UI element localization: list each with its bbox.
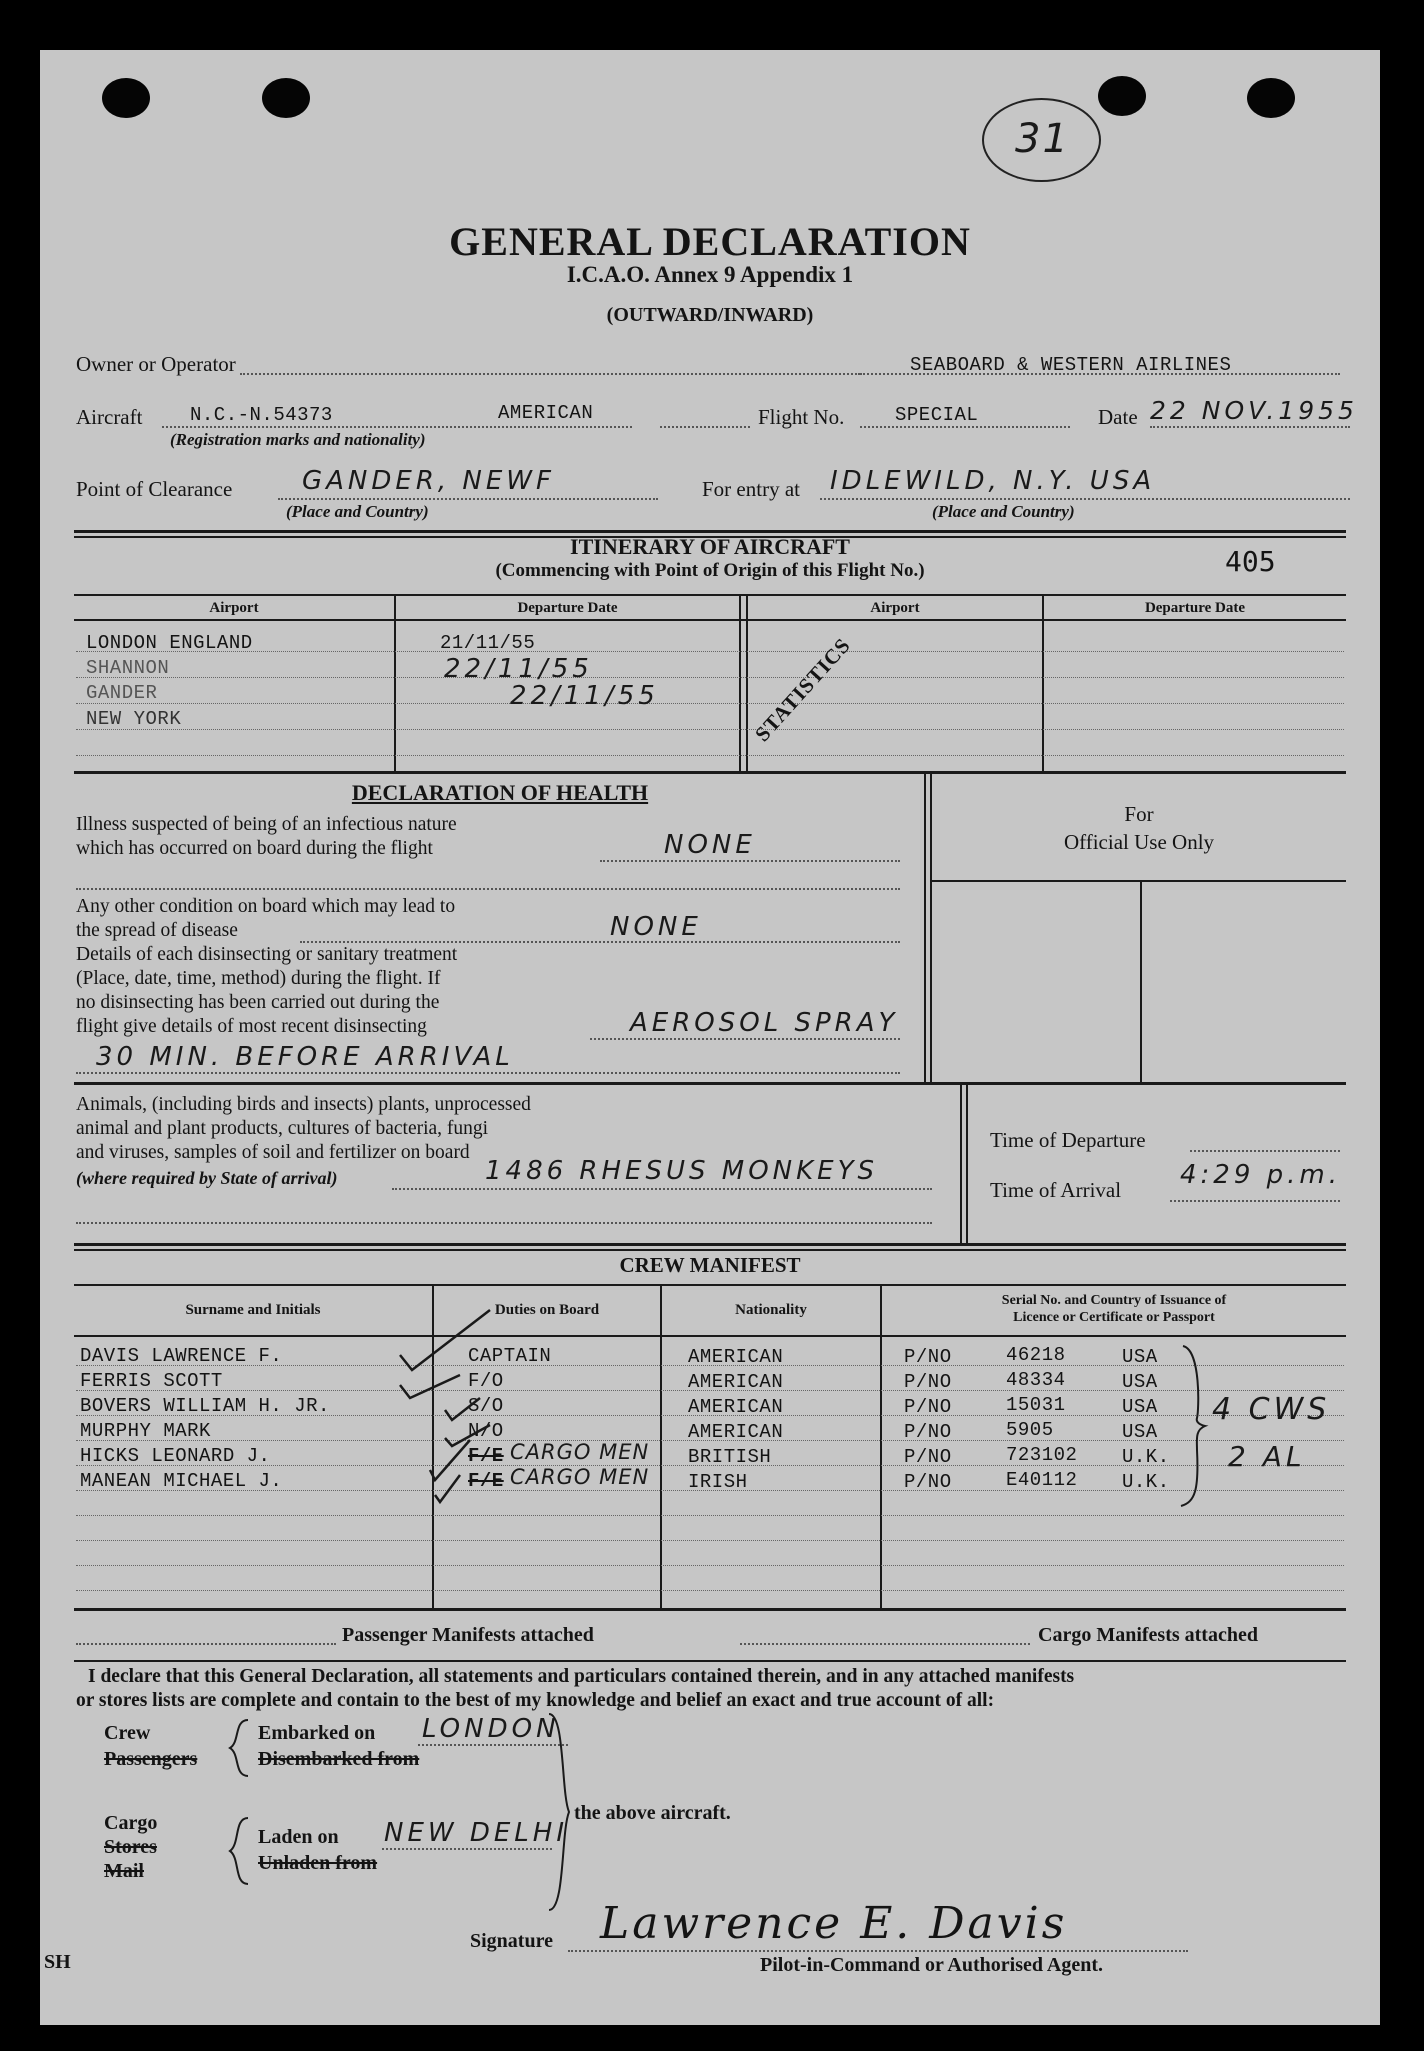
itinerary-airport: SHANNON: [86, 657, 170, 679]
animals-label: animal and plant products, cultures of bacteria, fungi: [76, 1118, 489, 1139]
signature-label: Signature: [470, 1930, 553, 1952]
crew-name: FERRIS SCOTT: [80, 1370, 223, 1392]
disinsect-value: 30 MIN. BEFORE ARRIVAL: [96, 1042, 514, 1072]
aircraft-caption: (Registration marks and nationality): [170, 430, 426, 449]
crew-side-note: 4 CWS: [1212, 1392, 1331, 1427]
disinsect-label: (Place, date, time, method) during the flight. If: [76, 968, 441, 989]
crew-col-nationality: Nationality: [735, 1302, 807, 1318]
crew-side-note: 2 AL: [1228, 1440, 1306, 1473]
crew-pno: P/NO: [904, 1421, 952, 1443]
crew-duty: N/O: [468, 1420, 504, 1442]
crew-nationality: AMERICAN: [688, 1371, 784, 1393]
itinerary-airport: NEW YORK: [86, 708, 182, 730]
crew-country: USA: [1122, 1346, 1158, 1368]
crew-name: BOVERS WILLIAM H. JR.: [80, 1395, 330, 1417]
crew-nationality: AMERICAN: [688, 1396, 784, 1418]
crew-name: MANEAN MICHAEL J.: [80, 1470, 283, 1492]
cargo-word: Cargo: [104, 1812, 158, 1834]
declaration-text: or stores lists are complete and contain to the best of my knowledge and belief an exact and true account of all:: [76, 1690, 995, 1711]
crew-duty: S/O: [468, 1395, 504, 1417]
crew-title: CREW MANIFEST: [619, 1253, 801, 1277]
crew-country: U.K.: [1122, 1471, 1170, 1493]
crew-duty: CAPTAIN: [468, 1345, 552, 1367]
crew-pno: P/NO: [904, 1396, 952, 1418]
brace-mark: [1175, 1340, 1215, 1510]
itinerary-col-airport: Airport: [209, 600, 259, 616]
laden-label: Laden on: [258, 1826, 339, 1848]
crew-word: Crew: [104, 1722, 151, 1744]
animals-value: 1486 RHESUS MONKEYS: [485, 1156, 878, 1186]
crew-duty: F/O: [468, 1370, 504, 1392]
itinerary-date: 22/11/55: [444, 654, 593, 684]
page-number: 31: [1015, 116, 1070, 162]
condition-label: Any other condition on board which may lead to: [76, 896, 456, 917]
animals-label: Animals, (including birds and insects) plants, unprocessed: [76, 1094, 531, 1115]
crew-duty-struck: F/E: [468, 1470, 504, 1492]
crew-name: DAVIS LAWRENCE F.: [80, 1345, 283, 1367]
signer-role: Pilot-in-Command or Authorised Agent.: [760, 1954, 1103, 1976]
condition-label: the spread of disease: [76, 920, 238, 941]
crew-col-duties: Duties on Board: [494, 1302, 600, 1318]
itinerary-subtitle: (Commencing with Point of Origin of this Flight No.): [495, 560, 925, 581]
brace-left: [226, 1718, 256, 1778]
itinerary-col-departure-2: Departure Date: [1144, 600, 1246, 616]
crew-name: HICKS LEONARD J.: [80, 1445, 271, 1467]
crew-nationality: BRITISH: [688, 1446, 772, 1468]
crew-serial: 5905: [1006, 1419, 1054, 1441]
disinsect-label: no disinsecting has been carried out during the: [76, 992, 440, 1013]
crew-pno: P/NO: [904, 1346, 952, 1368]
form-direction: (OUTWARD/INWARD): [606, 304, 814, 326]
entry-label: For entry at: [702, 477, 800, 501]
brace-left: [226, 1816, 256, 1886]
declaration-text: I declare that this General Declaration, all statements and particulars contained therein, and in any attached manifests: [88, 1666, 1075, 1687]
official-use-for: For: [1124, 802, 1154, 826]
itinerary-col-departure: Departure Date: [517, 600, 618, 616]
crew-serial: 723102: [1006, 1444, 1078, 1466]
date-value: 22 NOV.1955: [1150, 396, 1358, 425]
stores-word: Stores: [104, 1836, 157, 1858]
illness-value: NONE: [664, 830, 756, 860]
crew-col-name: Surname and Initials: [185, 1302, 321, 1318]
check-marks: [340, 1250, 540, 1550]
crew-col-serial: Licence or Certificate or Passport: [1013, 1310, 1215, 1325]
crew-pno: P/NO: [904, 1371, 952, 1393]
illness-label: which has occurred on board during the flight: [76, 838, 433, 859]
crew-serial: 15031: [1006, 1394, 1066, 1416]
health-title: DECLARATION OF HEALTH: [351, 780, 649, 805]
punch-hole: [262, 78, 310, 118]
time-arrival-value: 4:29 p.m.: [1180, 1160, 1342, 1190]
entry-caption: (Place and Country): [932, 502, 1075, 521]
time-departure-label: Time of Departure: [990, 1128, 1146, 1152]
declaration-page: [40, 50, 1380, 2025]
crew-name: MURPHY MARK: [80, 1420, 211, 1442]
crew-country: USA: [1122, 1371, 1158, 1393]
illness-label: Illness suspected of being of an infectious nature: [76, 814, 457, 835]
cargo-manifests: Cargo Manifests attached: [1038, 1624, 1258, 1646]
crew-country: USA: [1122, 1396, 1158, 1418]
crew-serial: 48334: [1006, 1369, 1066, 1391]
itinerary-col-airport-2: Airport: [870, 600, 920, 616]
condition-value: NONE: [610, 912, 702, 942]
passengers-word: Passengers: [104, 1748, 198, 1770]
itinerary-title: ITINERARY OF AIRCRAFT: [570, 534, 850, 559]
owner-value: SEABOARD & WESTERN AIRLINES: [910, 354, 1232, 376]
clearance-label: Point of Clearance: [76, 477, 233, 501]
animals-label: (where required by State of arrival): [76, 1168, 338, 1188]
punch-hole: [102, 78, 150, 118]
aircraft-nationality: AMERICAN: [498, 402, 594, 424]
form-title: GENERAL DECLARATION: [449, 219, 971, 264]
date-label: Date: [1098, 405, 1138, 429]
crew-serial: E40112: [1006, 1469, 1078, 1491]
animals-label: and viruses, samples of soil and fertilizer on board: [76, 1142, 470, 1163]
punch-hole: [1247, 78, 1295, 118]
time-arrival-label: Time of Arrival: [990, 1178, 1122, 1202]
crew-col-serial: Serial No. and Country of Issuance of: [1001, 1293, 1227, 1308]
flight-no-value: SPECIAL: [895, 404, 979, 426]
clearance-caption: (Place and Country): [286, 502, 429, 521]
disinsect-label: Details of each disinsecting or sanitary treatment: [76, 944, 458, 965]
laden-value: NEW DELHI: [384, 1818, 569, 1848]
aircraft-registration: N.C.-N.54373: [190, 404, 333, 426]
crew-nationality: IRISH: [688, 1471, 748, 1493]
crew-pno: P/NO: [904, 1446, 952, 1468]
crew-nationality: AMERICAN: [688, 1346, 784, 1368]
above-aircraft: the above aircraft.: [574, 1802, 731, 1824]
embarked-value: LONDON: [422, 1714, 560, 1744]
crew-country: U.K.: [1122, 1446, 1170, 1468]
entry-value: IDLEWILD, N.Y. USA: [830, 466, 1156, 496]
crew-duty: CARGO MEN: [510, 1440, 650, 1464]
crew-pno: P/NO: [904, 1471, 952, 1493]
disembarked-label: Disembarked from: [258, 1748, 420, 1770]
crew-duty-struck: F/E: [468, 1445, 504, 1467]
unladen-label: Unladen from: [258, 1852, 378, 1874]
crew-duty: CARGO MEN: [510, 1465, 650, 1489]
crew-serial: 46218: [1006, 1344, 1066, 1366]
aircraft-label: Aircraft: [76, 405, 143, 429]
flight-no-label: Flight No.: [758, 405, 845, 429]
footer-code: SH: [44, 1951, 71, 1973]
mail-word: Mail: [104, 1860, 144, 1882]
statistics-stamp: STATISTICS: [750, 632, 856, 747]
owner-label: Owner or Operator: [76, 352, 236, 376]
clearance-value: GANDER, NEWF: [302, 466, 555, 496]
disinsect-value: AEROSOL SPRAY: [630, 1008, 899, 1038]
passenger-manifests: Passenger Manifests attached: [342, 1624, 594, 1646]
crew-nationality: AMERICAN: [688, 1421, 784, 1443]
embarked-label: Embarked on: [258, 1722, 376, 1744]
itinerary-airport: LONDON ENGLAND: [86, 632, 253, 654]
itinerary-airport: GANDER: [86, 682, 158, 704]
disinsect-label: flight give details of most recent disinsecting: [76, 1016, 427, 1037]
itinerary-date: 22/11/55: [510, 681, 659, 711]
signature-value: Lawrence E. Davis: [600, 1898, 1068, 1949]
official-use-label: Official Use Only: [1063, 830, 1215, 854]
form-subtitle: I.C.A.O. Annex 9 Appendix 1: [566, 262, 854, 287]
crew-country: USA: [1122, 1421, 1158, 1443]
flight-ref-number: 405: [1225, 545, 1276, 578]
brace-right: [545, 1712, 575, 1912]
punch-hole: [1098, 76, 1146, 116]
itinerary-date: 21/11/55: [440, 632, 536, 654]
